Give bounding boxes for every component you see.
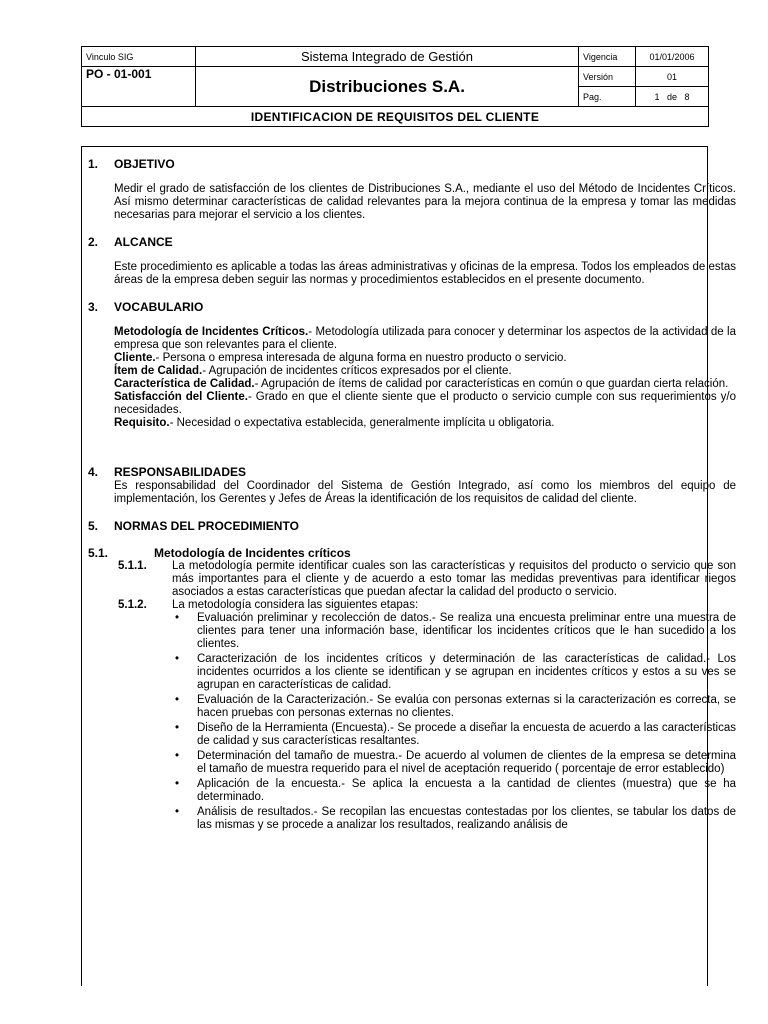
vocabulary-item bbox=[114, 378, 736, 391]
vocabulary-term: Característica de Calidad. bbox=[114, 378, 255, 390]
company-name: Distribuciones S.A. bbox=[196, 67, 579, 107]
item-511 bbox=[88, 560, 736, 599]
item-number: 5.1.1. bbox=[118, 560, 147, 572]
vocabulary-definition: - Agrupación de incidentes críticos expresados por el cliente. bbox=[202, 365, 512, 377]
list-item bbox=[88, 722, 736, 748]
list-item bbox=[88, 778, 736, 804]
version-value: 01 bbox=[636, 67, 709, 87]
section-objetivo-text: Medir el grado de satisfacción de los clientes de Distribuciones S.A., mediante el uso del Método de Incidentes Críticos. Así mismo determinar características de calidad relevantes para la mejora continua de la empresa y tomar las medidas necesarias para mejorar el servicio a los clientes. bbox=[114, 183, 736, 221]
section-number: 3. bbox=[88, 300, 99, 314]
section-number: 5. bbox=[88, 519, 99, 533]
step-text: Evaluación preliminar y recolección de datos.- Se realiza una encuesta preliminar entre una muestra de clientes para tener una información base, identificar los incidentes críticos que le han sucedido a los clientes. bbox=[197, 612, 736, 650]
step-text: Aplicación de la encuesta.- Se aplica la encuesta a la cantidad de clientes (muestra) que se ha determinado. bbox=[197, 778, 736, 803]
bullet-icon: • bbox=[175, 806, 180, 818]
vocabulary-term: Requisito. bbox=[114, 417, 170, 429]
steps-list bbox=[88, 612, 736, 832]
bullet-icon: • bbox=[175, 653, 180, 665]
section-title: NORMAS DEL PROCEDIMIENTO bbox=[114, 519, 299, 533]
vocabulary-item bbox=[114, 417, 736, 430]
document-code: PO - 01-001 bbox=[82, 67, 196, 107]
vocabulary-item bbox=[114, 365, 736, 378]
vinculo-label: Vinculo SIG bbox=[82, 47, 196, 67]
section-title: VOCABULARIO bbox=[114, 300, 204, 314]
section-title: ALCANCE bbox=[114, 235, 173, 249]
item-512 bbox=[88, 599, 736, 612]
list-item bbox=[88, 806, 736, 832]
subsection-title: Metodología de Incidentes críticos bbox=[154, 546, 351, 560]
bullet-icon: • bbox=[175, 694, 180, 706]
section-normas-heading bbox=[88, 520, 736, 533]
step-text: Análisis de resultados.- Se recopilan las encuestas contestadas por los clientes, se tabular los datos de las mismas y se procede a analizar los resultados, realizando análisis de bbox=[197, 806, 736, 831]
vocabulary-term: Cliente. bbox=[114, 352, 156, 364]
vigencia-value: 01/01/2006 bbox=[636, 47, 709, 67]
document-header-table bbox=[81, 46, 709, 127]
list-item bbox=[88, 653, 736, 692]
section-number: 4. bbox=[88, 465, 99, 479]
bullet-icon: • bbox=[175, 612, 180, 624]
item-text: La metodología permite identificar cuales son las características y requisitos del producto o servicio que son más importantes para el cliente y de acuerdo a esto tomar las medidas preventivas para identificar riegos asociados a estas características que puedan afectar la calidad del producto o servicio. bbox=[172, 560, 736, 598]
document-body bbox=[88, 158, 736, 834]
step-text: Determinación del tamaño de muestra.- De acuerdo al volumen de clientes de la empresa se determina el tamaño de muestra requerido para el nivel de aceptación requerido ( porcentaje de error establecido) bbox=[197, 750, 736, 775]
vocabulary-term: Ítem de Calidad. bbox=[114, 365, 203, 377]
section-alcance-heading bbox=[88, 236, 736, 249]
section-title: RESPONSABILIDADES bbox=[114, 465, 247, 479]
system-title: Sistema Integrado de Gestión bbox=[196, 47, 579, 67]
vocabulary-term: Satisfacción del Cliente. bbox=[114, 391, 248, 403]
vocabulary-definition: - Necesidad o expectativa establecida, generalmente implícita u obligatoria. bbox=[169, 417, 555, 429]
list-item bbox=[88, 612, 736, 651]
bullet-icon: • bbox=[175, 778, 180, 790]
section-number: 2. bbox=[88, 235, 99, 249]
page-value: 1 de 8 bbox=[636, 87, 709, 107]
section-title: OBJETIVO bbox=[114, 157, 175, 171]
item-text: La metodología considera las siguientes etapas: bbox=[172, 599, 419, 611]
list-item bbox=[88, 750, 736, 776]
vocabulary-item bbox=[114, 352, 736, 365]
section-vocabulario-heading bbox=[88, 301, 736, 314]
vocabulary-definition: - Persona o empresa interesada de alguna forma en nuestro producto o servicio. bbox=[155, 352, 567, 364]
vocabulary-term: Metodología de Incidentes Críticos. bbox=[114, 326, 309, 338]
section-responsabilidades-heading bbox=[88, 466, 736, 479]
step-text: Evaluación de la Caracterización.- Se evalúa con personas externas si la caracterización es correcta, se hacen pruebas con personas externas no clientes. bbox=[197, 694, 736, 719]
list-item bbox=[88, 694, 736, 720]
vigencia-label: Vigencia bbox=[579, 47, 636, 67]
subsection-metodologia-heading bbox=[88, 547, 736, 560]
section-responsabilidades-text: Es responsabilidad del Coordinador del Sistema de Gestión Integrado, así como los miembros del equipo de implementación, los Gerentes y Jefes de Áreas la identificación de los requisitos de calidad del cliente. bbox=[114, 480, 736, 505]
vocabulary-item bbox=[114, 326, 736, 352]
vocabulary-definition: - Agrupación de ítems de calidad por características en común o que guardan cierta relación. bbox=[254, 378, 729, 390]
document-title: IDENTIFICACION DE REQUISITOS DEL CLIENTE bbox=[82, 107, 709, 127]
vocabulary-list bbox=[114, 326, 736, 430]
section-objetivo-heading bbox=[88, 158, 736, 171]
step-text: Caracterización de los incidentes críticos y determinación de las características de calidad.- Los incidentes ocurridos a los cliente se identifican y se agrupan en incidentes críticos y estos a su ves se agrupan en características de calidad. bbox=[197, 653, 736, 691]
vocabulary-definition: - Metodología utilizada para conocer y determinar los aspectos de la actividad de la empresa que son relevantes para el cliente. bbox=[114, 326, 737, 351]
section-number: 1. bbox=[88, 157, 99, 171]
subsection-number: 5.1. bbox=[88, 546, 109, 560]
version-label: Versión bbox=[579, 67, 636, 87]
vocabulary-definition: - Grado en que el cliente siente que el producto o servicio cumple con sus requerimientos y/o necesidades. bbox=[114, 391, 736, 416]
vocabulary-item bbox=[114, 391, 736, 417]
step-text: Diseño de la Herramienta (Encuesta).- Se procede a diseñar la encuesta de acuerdo a las características de calidad y sus características resaltantes. bbox=[197, 722, 736, 747]
page-label: Pag. bbox=[579, 87, 636, 107]
bullet-icon: • bbox=[175, 722, 180, 734]
item-number: 5.1.2. bbox=[118, 599, 147, 611]
bullet-icon: • bbox=[175, 750, 180, 762]
section-alcance-text: Este procedimiento es aplicable a todas las áreas administrativas y oficinas de la empresa. Todos los empleados de estas áreas de la empresa deben seguir las normas y procedimientos establecidos en el presente documento. bbox=[114, 261, 736, 286]
